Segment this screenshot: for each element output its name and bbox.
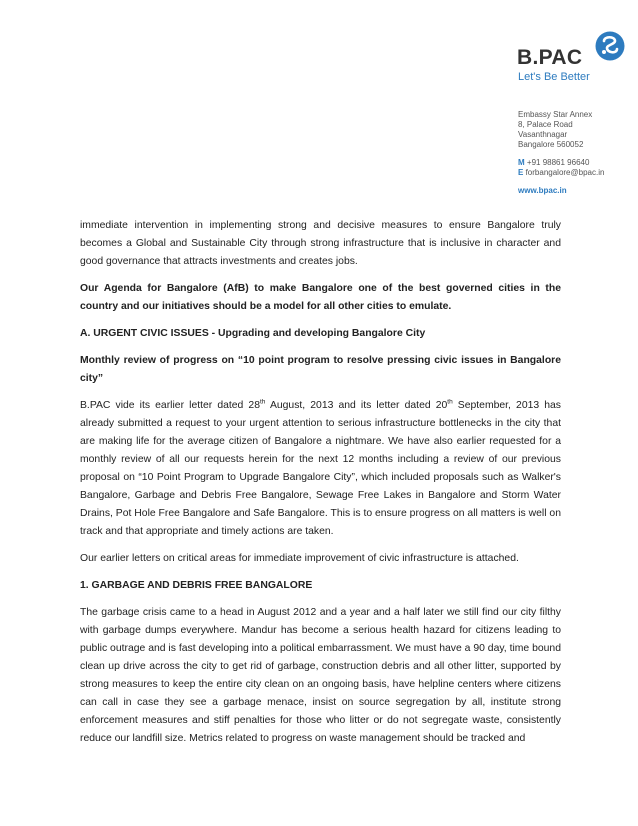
letter-body	[80, 217, 561, 748]
address-line: Embassy Star Annex	[518, 110, 593, 119]
subheading-monthly-review	[80, 352, 561, 388]
phone-label: M	[518, 158, 525, 167]
bpac-swirl-icon	[595, 30, 625, 62]
subheading-monthly-review-text: Monthly review of progress on “10 point program to resolve pressing civic issues in Bangalore city”	[80, 355, 561, 384]
section-heading-a-text: A. URGENT CIVIC ISSUES - Upgrading and developing Bangalore City	[80, 328, 426, 339]
address-line: Vasanthnagar	[518, 130, 568, 139]
paragraph-garbage: The garbage crisis came to a head in August 2012 and a year and a half later we still find our city filthy with garbage dumps everywhere. Mandur has become a serious health hazard for citizens leading to public outrage and is fast developing into a political embarrassment. We must have a 90 day, time bound clean up drive across the city to get rid of garbage, construction debris and all other litter, supported by strong measures to keep the entire city clean on an ongoing basis, have helpline centers where citizens can call in case they see a garbage menace, insist on source segregation by all, institute strong enforcement measures and stiff penalties for those who litter or do not segregate waste, consistently reduce our landfill size. Metrics related to progress on waste management should be tracked and	[80, 607, 561, 744]
email-link[interactable]: forbangalore@bpac.in	[525, 168, 605, 177]
brand-name: B.PAC	[517, 46, 583, 69]
section-heading-garbage	[80, 577, 561, 595]
brand-tagline: Let's Be Better	[518, 71, 590, 83]
paragraph-attached: Our earlier letters on critical areas for immediate improvement of civic infrastructure is attached.	[80, 553, 519, 564]
bpac-logo	[517, 30, 629, 86]
para3-part1: B.PAC vide its earlier letter dated 28	[80, 400, 260, 411]
ordinal-suffix: th	[260, 398, 266, 406]
email-line	[518, 168, 604, 178]
agenda-text: Our Agenda for Bangalore (AfB) to make Bangalore one of the best governed cities in the country and our initiatives should be a model for all other cities to emulate.	[80, 283, 561, 312]
para3-part3: September, 2013 has already submitted a request to your urgent attention to serious infrastructure bottlenecks in the city that are making life for the average citizen of Bangalore a nightmare. We have also earlier requested for a monthly review of all our requests herein for the next 12 months including a review of our previous proposal on “10 Point Program to Upgrade Bangalore City”, which included proposals such as Walker's Bangalore, Garbage and Debris Free Bangalore, Sewage Free Lakes in Bangalore and Storm Water Drains, Pot Hole Free Bangalore and Safe Bangalore. This is to ensure progress on all matters is well on track and that appropriate and timely actions are taken.	[80, 400, 562, 537]
paragraph-agenda	[80, 280, 561, 316]
letterhead-address	[518, 110, 604, 196]
paragraph-intro: immediate intervention in implementing strong and decisive measures to ensure Bangalore truly becomes a Global and Sustainable City through strong infrastructure that is inclusive in character and good governance that attracts investments and creates jobs.	[80, 220, 561, 267]
phone-number: +91 98861 96640	[526, 158, 590, 167]
paragraph-earlier-letters	[80, 397, 561, 541]
section-heading-garbage-text: 1. GARBAGE AND DEBRIS FREE BANGALORE	[80, 580, 313, 591]
ordinal-suffix: th	[447, 398, 453, 406]
email-label: E	[518, 168, 524, 177]
phone-line	[518, 158, 604, 168]
section-heading-a	[80, 325, 561, 343]
para3-part2: August, 2013 and its letter dated 20	[265, 400, 448, 411]
address-line: 8, Palace Road	[518, 120, 573, 129]
website-link[interactable]: www.bpac.in	[518, 186, 567, 195]
address-line: Bangalore 560052	[518, 140, 584, 149]
